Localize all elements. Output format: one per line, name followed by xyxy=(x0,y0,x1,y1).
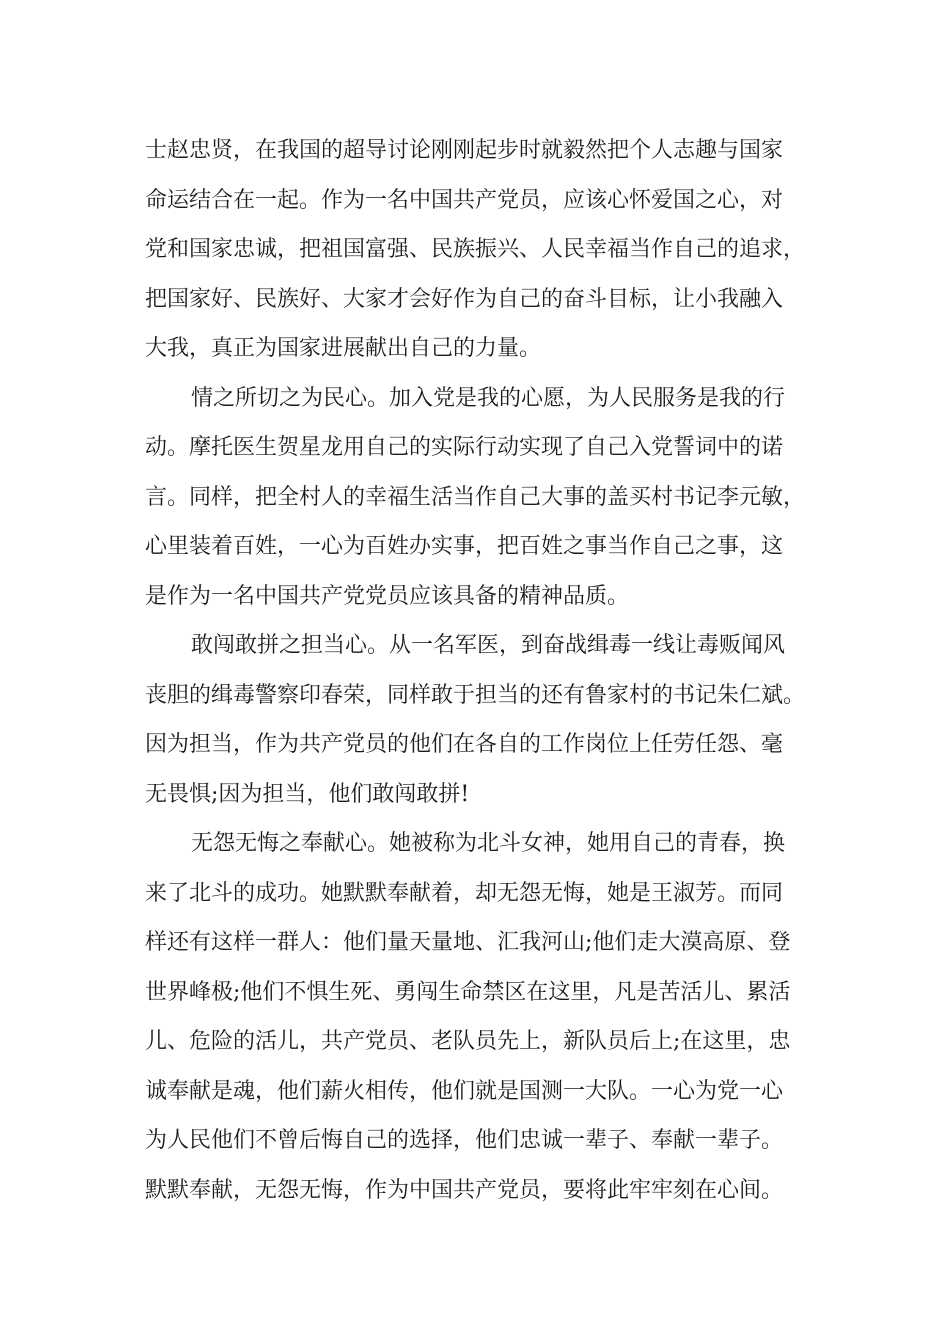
text-line: 诚奉献是魂，他们薪火相传，他们就是国测一大队。一心为党一心 xyxy=(145,1078,784,1104)
text-line: 心里装着百姓，一心为百姓办实事，把百姓之事当作自己之事，这 xyxy=(145,534,784,559)
text-line: 世界峰极;他们不惧生死、勇闯生命禁区在这里，凡是苦活儿、累活 xyxy=(145,979,791,1005)
text-line: 是作为一名中国共产党党员应该具备的精神品质。 xyxy=(145,583,630,609)
text-line: 默默奉献，无怨无悔，作为中国共产党员，要将此牢牢刻在心间。 xyxy=(145,1177,784,1203)
text-line: 大我，真正为国家进展献出自己的力量。 xyxy=(145,336,542,361)
paragraph-start-line: 敢闯敢拼之担当心。从一名军医，到奋战缉毒一线让毒贩闻风 xyxy=(191,633,786,658)
text-line: 丧胆的缉毒警察印春荣，同样敢于担当的还有鲁家村的书记朱仁斌。 xyxy=(145,682,806,708)
text-line: 士赵忠贤，在我国的超导讨论刚刚起步时就毅然把个人志趣与国家 xyxy=(145,138,784,163)
text-line: 为人民他们不曾后悔自己的选择，他们忠诚一辈子、奉献一辈子。 xyxy=(145,1128,784,1153)
paragraph-start-line: 情之所切之为民心。加入党是我的心愿，为人民服务是我的行 xyxy=(191,385,786,411)
text-line: 言。同样，把全村人的幸福生活当作自己大事的盖买村书记李元敏， xyxy=(145,484,806,510)
text-line: 命运结合在一起。作为一名中国共产党员，应该心怀爱国之心，对 xyxy=(145,187,784,213)
text-line: 无畏惧;因为担当，他们敢闯敢拼! xyxy=(145,781,470,807)
text-line: 动。摩托医生贺星龙用自己的实际行动实现了自己入党誓词中的诺 xyxy=(145,435,784,460)
text-line: 来了北斗的成功。她默默奉献着，却无怨无悔，她是王淑芳。而同 xyxy=(145,880,784,906)
text-line: 因为担当，作为共产党员的他们在各自的工作岗位上任劳任怨、毫 xyxy=(145,732,784,757)
text-line: 把国家好、民族好、大家才会好作为自己的奋斗目标，让小我融入 xyxy=(145,286,784,312)
text-line: 党和国家忠诚，把祖国富强、民族振兴、人民幸福当作自己的追求， xyxy=(145,237,806,262)
paragraph-start-line: 无怨无悔之奉献心。她被称为北斗女神，她用自己的青春，换 xyxy=(191,831,786,856)
text-line: 儿、危险的活儿，共产党员、老队员先上，新队员后上;在这里，忠 xyxy=(145,1029,791,1054)
text-line: 样还有这样一群人：他们量天量地、汇我河山;他们走大漠高原、登 xyxy=(145,930,791,955)
body-text xyxy=(145,126,825,1215)
